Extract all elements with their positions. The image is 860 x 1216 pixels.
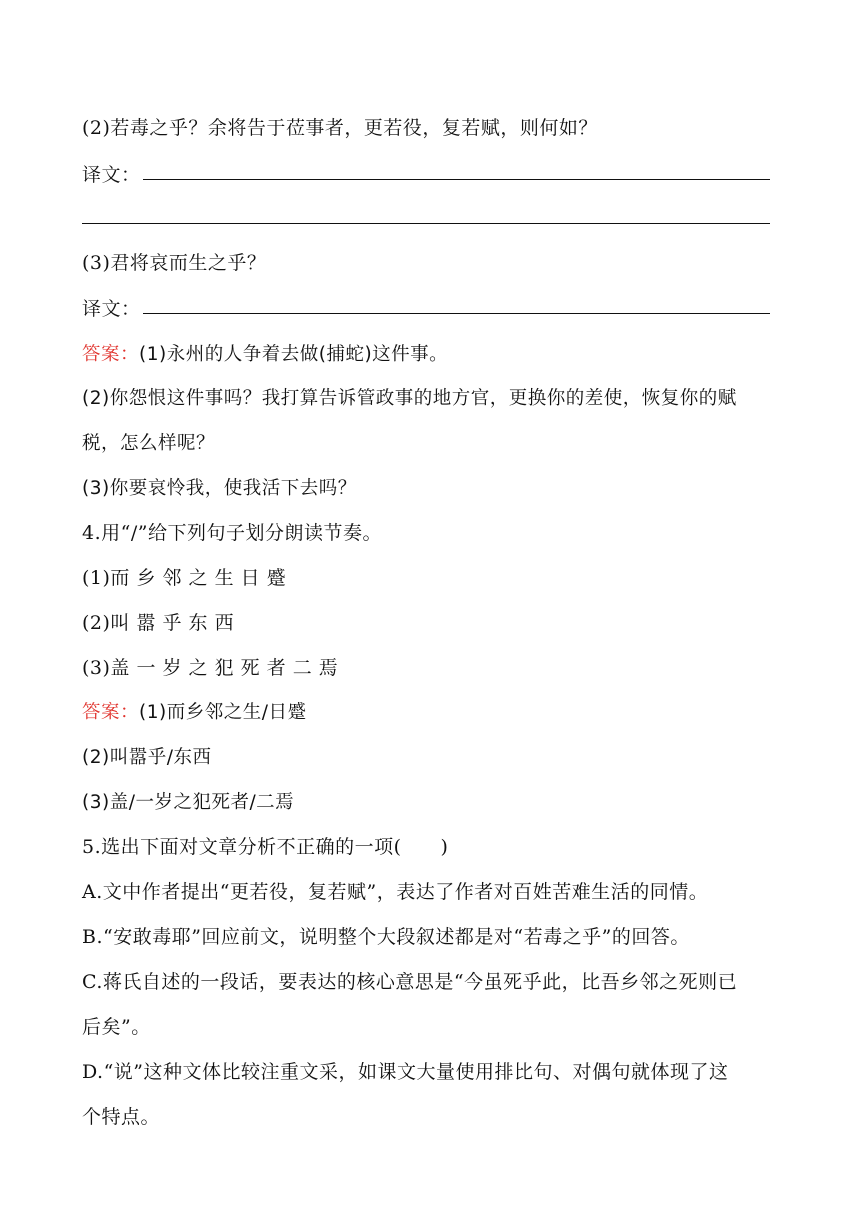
question-5-option-d-line-1: D.“说”这种文体比较注重文采，如课文大量使用排比句、对偶句就体现了这 <box>82 1061 729 1083</box>
question-4-item-1: (1)而 乡 邻 之 生 日 蹙 <box>82 567 287 589</box>
answer-3-line-3: 税，怎么样呢？ <box>82 433 216 454</box>
question-5-option-c-line-1: C.蒋氏自述的一段话，要表达的核心意思是“今虽死乎此，比吾乡邻之死则已 <box>82 971 738 993</box>
answer-4-line-1 <box>82 698 306 724</box>
answer-4-line-2: (2)叫嚣乎/东西 <box>82 747 212 768</box>
answer-blank-line <box>82 223 770 224</box>
question-4-prompt: 4.用“/”给下列句子划分朗读节奏。 <box>82 522 382 544</box>
question-5-prompt: 5.选出下面对文章分析不正确的一项( ) <box>82 836 449 858</box>
question-5-option-d-line-2: 个特点。 <box>82 1106 161 1128</box>
translation-label: 译文： <box>82 298 141 320</box>
answer-label: 答案： <box>82 702 140 723</box>
question-5-option-c-line-2: 后矣”。 <box>82 1016 151 1038</box>
question-3-item-2: (2)若毒之乎？余将告于莅事者，更若役，复若赋，则何如？ <box>82 117 598 139</box>
answer-3-line-1 <box>82 340 448 366</box>
answer-4-line-3: (3)盖/一岁之犯死者/二焉 <box>82 792 295 813</box>
answer-blank-line <box>143 313 770 314</box>
answer-text: (1)而乡邻之生/日蹙 <box>139 702 307 723</box>
question-5-option-b: B.“安敢毒耶”回应前文，说明整个大段叙述都是对“若毒之乎”的回答。 <box>82 926 690 948</box>
answer-3-line-2: (2)你怨恨这件事吗？我打算告诉管政事的地方官，更换你的差使，恢复你的赋 <box>82 388 737 409</box>
answer-text: (1)永州的人争着去做(捕蛇)这件事。 <box>139 344 449 365</box>
question-5-option-a: A.文中作者提出“更若役，复若赋”，表达了作者对百姓苦难生活的同情。 <box>82 881 709 903</box>
answer-3-line-4: (3)你要哀怜我，使我活下去吗？ <box>82 478 357 499</box>
question-3-item-3: (3)君将哀而生之乎？ <box>82 252 267 274</box>
translation-label: 译文： <box>82 164 141 186</box>
answer-label: 答案： <box>82 344 140 365</box>
answer-blank-line <box>143 179 770 180</box>
question-4-item-3: (3)盖 一 岁 之 犯 死 者 二 焉 <box>82 657 339 679</box>
question-4-item-2: (2)叫 嚣 乎 东 西 <box>82 612 235 634</box>
